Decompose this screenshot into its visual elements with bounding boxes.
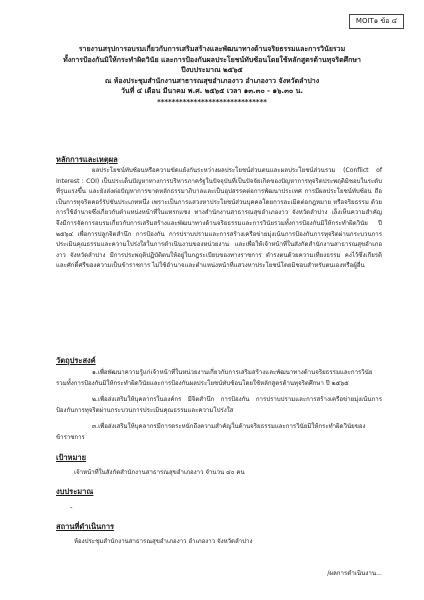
objective-text-2: ๒.เพื่อส่งเสริมให้บุคลากรในองค์กร มีจิตสำนึก การป้องกัน การปราบปรามและการสร้างเครือข่ายมุ่งเน้นการป้องกันการทุจริตผ่านกระบวนการประเมินคุณธรรมและความโปร่งใส bbox=[56, 396, 382, 414]
title-line-1: รายงานสรุปการอบรมเกี่ยวกับการเสริมสร้างและพัฒนาทางด้านจริยธรรมและการวินัยรวม bbox=[78, 45, 346, 53]
principle-text: ผลประโยชน์ทับซ้อนหรือความขัดแย้งกันระหว่างผลประโยชน์ส่วนตนและผลประโยชน์ส่วนรวม (Conflict of Interest : COI) เป็นประเด็นปัญหาทางการบริหารภาครัฐในปัจจุบันที่เป็นปัจจัยเกิดของปัญหาการทุจริตประพฤติมิชอบในระดับที่รุนแรงขึ้น และยังส่งต่อปัญหาการขาดหลักธรรมาภิบาลและเป็นอุปสรรคต่อการพัฒนาประเทศ การมีผลประโยชน์ทับซ้อน ถือเป็นการทุจริตคอร์รัปชันประเภทหนึ่ง เพราะเป็นการแสวงหาประโยชน์ส่วนบุคคลโดยการละเมิดต่อกฎหมาย หรือจริยธรรม ด้วยการใช้อำนาจซึ่งเกี่ยวกับตำแหน่งหน้าที่ในแทรกแซง ทางสำนักงานสาธารณสุขอำเภองาว จังหวัดลำปาง เล็งเห็นความสำคัญ จึงมีการจัดการอบรมเกี่ยวกับการเสริมสร้างและพัฒนาทางด้านจริยธรรมและการวินัยรวมทั้งการป้องกันมิให้กระทำผิดวินัย ปี ๒๕๖๔ เพื่อการปลูกจิตสำนึก การป้องกัน การปราบปรามและการสร้างเครือข่ายมุ่งเน้นการป้องกันการทุจริตผ่านกระบวนการประเมินคุณธรรมและความโปร่งใสในการดำเนินงานของหน่วยงาน และเพื่อให้เจ้าหน้าที่ในสังกัดสำนักงานสาธารณสุขอำเภองาว จังหวัดลำปาง มีการประพฤติปฏิบัติตนให้อยู่ในกฎระเบียบของทางราชการ ตำรงตนด้วยความเที่ยงธรรม คงไว้ซึ่งเกียรติและศักดิ์ศรีของความเป็นข้าราชการ ไม่ใช้อำนาจและตำแหน่งหน้าที่แสวงหาประโยชน์โดยมิชอบสำหรับตนเองหรือผู้อื่น bbox=[56, 167, 382, 270]
target-text: เจ้าหน้าที่ในสังกัดสำนักงานสาธารณสุขอำเภองาว จำนวน ๔๐ คน bbox=[74, 469, 245, 476]
location-text: ห้องประชุมสำนักงานสาธารณสุขอำเภองาว อำเภองาว จังหวัดลำปาง bbox=[74, 538, 253, 545]
principle-paragraph bbox=[56, 166, 382, 272]
budget-text: - bbox=[70, 504, 73, 512]
title-line-3: ปีงบประมาณ ๒๕๖๕ bbox=[181, 66, 243, 74]
reference-code-box: MOIT๑ ข้อ ๔ bbox=[349, 14, 404, 29]
title-line-2: ทั้งการป้องกันมิให้กระทำผิดวินัย และการป้องกันผลประโยชน์ทับซ้อนโดยใช้หลักสูตรต้านทุจริตศึกษา bbox=[63, 55, 361, 64]
continuation-note: /ผลการดำเนินงาน... bbox=[327, 570, 382, 577]
target-heading: เป้าหมาย bbox=[56, 453, 87, 462]
report-title bbox=[40, 44, 384, 107]
objective-text-3: ๓.เพื่อส่งเสริมให้บุคลากรมีการตระหนักถึงความสำคัญในด้านจริยธรรมและการวินัยมิให้กระทำผิดวินัยของข้าราชการ bbox=[56, 423, 366, 441]
principle-heading: หลักการและเหตุผล bbox=[56, 155, 118, 164]
budget-heading: งบประมาณ bbox=[56, 487, 94, 496]
title-line-5: วันที่ ๔ เดือน มีนาคม พ.ศ. ๒๕๖๕ เวลา ๑๓.๓๐ - ๑๖.๓๐ น. bbox=[120, 87, 304, 95]
objective-item-2 bbox=[56, 395, 382, 416]
objective-text-1: ๑.เพื่อพัฒนาความรู้แก่เจ้าหน้าที่ในหน่วยงานเกี่ยวกับการเสริมสร้างและพัฒนาทางด้านจริยธรรมและการวินัยรวมทั้งการป้องกันมิให้กระทำผิดวินัยและการป้องกันผลประโยชน์ทับซ้อนโดยใช้หลักสูตรต้านทุจริตศึกษา ปี ๒๕๖๕ bbox=[56, 369, 373, 387]
objective-item-3 bbox=[56, 422, 382, 443]
title-line-4: ณ ห้องประชุมสำนักงานสาธารณสุขอำเภองาว อำเภองาว จังหวัดลำปาง bbox=[104, 76, 320, 85]
objective-item-1 bbox=[56, 368, 382, 389]
title-divider-stars: ****************************** bbox=[157, 97, 267, 106]
objectives-heading: วัตถุประสงค์ bbox=[56, 356, 96, 365]
location-heading: สถานที่ดำเนินการ bbox=[56, 522, 115, 531]
